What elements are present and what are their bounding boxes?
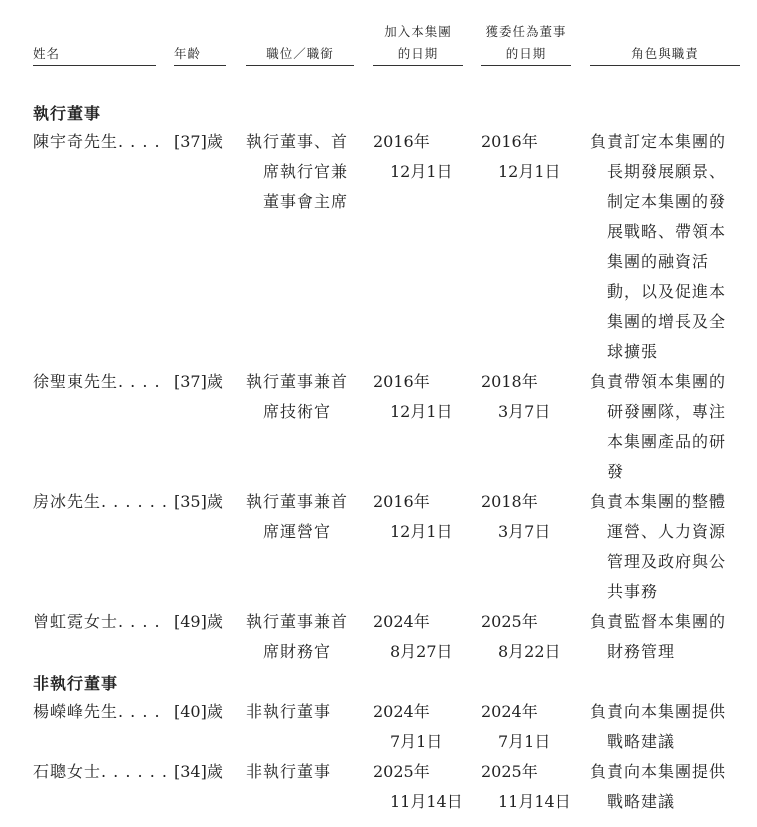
- position-line: 席運營官: [263, 522, 332, 541]
- position-line: 董事會主席: [263, 192, 349, 211]
- director-role: [590, 367, 730, 487]
- director-role: [590, 487, 730, 607]
- role-line: 展戰略、帶領本: [607, 222, 727, 241]
- director-age: [37]歲: [174, 372, 223, 391]
- director-age: [35]歲: [174, 492, 223, 511]
- director-join-date: [373, 697, 463, 757]
- role-line: 負責本集團的整體: [590, 492, 727, 511]
- header-joined-line1: 加入本集團: [384, 24, 452, 39]
- role-line: 管理及政府與公: [607, 552, 727, 571]
- role-line: 負責向本集團提供: [590, 702, 727, 721]
- director-role: [590, 607, 730, 667]
- date-day: 12月1日: [390, 162, 453, 181]
- date-day: 12月1日: [498, 162, 561, 181]
- date-day: 7月1日: [498, 732, 551, 751]
- director-join-date: [373, 607, 463, 667]
- role-line: 集團的增長及全: [607, 312, 727, 331]
- date-year: 2025年: [481, 612, 538, 631]
- date-day: 8月27日: [390, 642, 453, 661]
- director-appointment-date: [481, 697, 571, 757]
- date-year: 2018年: [481, 492, 538, 511]
- section-title-executive: 執行董事: [33, 104, 102, 123]
- director-age: [40]歲: [174, 702, 223, 721]
- director-name: 石聰女士. . . . . .: [33, 762, 168, 781]
- date-day: 12月1日: [390, 522, 453, 541]
- role-line: 負責訂定本集團的: [590, 132, 727, 151]
- position-line: 非執行董事: [246, 762, 332, 781]
- director-position: [246, 127, 356, 217]
- header-underline-age: [174, 65, 226, 66]
- role-line: 長期發展願景、: [607, 162, 727, 181]
- role-line: 戰略建議: [607, 792, 676, 811]
- date-day: 11月14日: [498, 792, 571, 811]
- position-line: 執行董事兼首: [246, 372, 349, 391]
- director-name: 曾虹霓女士. . . .: [33, 612, 161, 631]
- date-year: 2024年: [373, 612, 430, 631]
- director-age: [34]歲: [174, 762, 223, 781]
- director-age: [37]歲: [174, 132, 223, 151]
- director-role: [590, 757, 730, 817]
- position-line: 執行董事兼首: [246, 612, 349, 631]
- position-line: 非執行董事: [246, 702, 332, 721]
- date-day: 3月7日: [498, 402, 551, 421]
- header-underline-position: [246, 65, 354, 66]
- role-line: 集團的融資活: [607, 252, 710, 271]
- header-role: 角色與職責: [631, 46, 699, 61]
- role-line: 動，以及促進本: [607, 282, 727, 301]
- director-role: [590, 697, 730, 757]
- date-year: 2016年: [373, 132, 430, 151]
- header-underline-name: [33, 65, 156, 66]
- date-day: 11月14日: [390, 792, 463, 811]
- director-position: [246, 607, 356, 667]
- date-year: 2025年: [481, 762, 538, 781]
- director-position: [246, 757, 356, 787]
- director-join-date: [373, 127, 463, 187]
- director-appointment-date: [481, 487, 571, 547]
- role-line: 發: [607, 462, 625, 481]
- role-line: 財務管理: [607, 642, 676, 661]
- role-line: 制定本集團的發: [607, 192, 727, 211]
- header-name: 姓名: [33, 46, 61, 61]
- director-name: 楊嶸峰先生. . . .: [33, 702, 161, 721]
- director-join-date: [373, 487, 463, 547]
- role-line: 負責監督本集團的: [590, 612, 727, 631]
- section-title-non-executive: 非執行董事: [33, 674, 119, 693]
- header-appointed: [481, 21, 571, 65]
- role-line: 共事務: [607, 582, 659, 601]
- header-appointed-line2: 的日期: [505, 46, 547, 61]
- position-line: 席財務官: [263, 642, 332, 661]
- director-appointment-date: [481, 127, 571, 187]
- director-name: 陳宇奇先生. . . .: [33, 132, 161, 151]
- header-joined-line2: 的日期: [397, 46, 439, 61]
- role-line: 負責向本集團提供: [590, 762, 727, 781]
- director-position: [246, 697, 356, 727]
- director-join-date: [373, 757, 463, 817]
- role-line: 戰略建議: [607, 732, 676, 751]
- date-day: 8月22日: [498, 642, 561, 661]
- director-name: 房冰先生. . . . . .: [33, 492, 168, 511]
- date-day: 12月1日: [390, 402, 453, 421]
- role-line: 運營、人力資源: [607, 522, 727, 541]
- role-line: 負責帶領本集團的: [590, 372, 727, 391]
- position-line: 席執行官兼: [263, 162, 349, 181]
- header-position: 職位／職銜: [266, 46, 334, 61]
- header-underline-appointed: [481, 65, 571, 66]
- director-appointment-date: [481, 367, 571, 427]
- date-year: 2018年: [481, 372, 538, 391]
- header-age: 年齡: [174, 46, 202, 61]
- role-line: 研發團隊，專注: [607, 402, 727, 421]
- director-age: [49]歲: [174, 612, 223, 631]
- director-appointment-date: [481, 607, 571, 667]
- director-appointment-date: [481, 757, 571, 817]
- header-underline-joined: [373, 65, 463, 66]
- date-year: 2024年: [373, 702, 430, 721]
- director-position: [246, 487, 356, 547]
- position-line: 執行董事兼首: [246, 492, 349, 511]
- date-year: 2016年: [373, 372, 430, 391]
- date-year: 2016年: [373, 492, 430, 511]
- header-appointed-line1: 獲委任為董事: [485, 24, 567, 39]
- position-line: 執行董事、首: [246, 132, 349, 151]
- header-joined: [373, 21, 463, 65]
- date-day: 3月7日: [498, 522, 551, 541]
- header-underline-role: [590, 65, 740, 66]
- date-day: 7月1日: [390, 732, 443, 751]
- date-year: 2016年: [481, 132, 538, 151]
- director-position: [246, 367, 356, 427]
- role-line: 本集團產品的研: [607, 432, 727, 451]
- role-line: 球擴張: [607, 342, 659, 361]
- director-join-date: [373, 367, 463, 427]
- director-name: 徐聖東先生. . . .: [33, 372, 161, 391]
- date-year: 2025年: [373, 762, 430, 781]
- position-line: 席技術官: [263, 402, 332, 421]
- director-role: [590, 127, 730, 367]
- date-year: 2024年: [481, 702, 538, 721]
